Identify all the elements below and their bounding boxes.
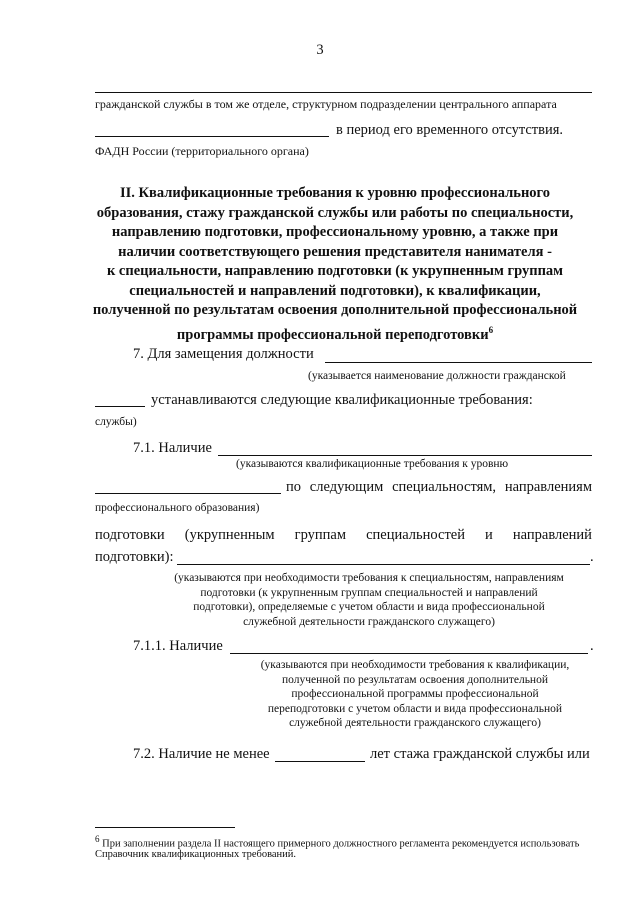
p72-tail: лет стажа гражданской службы или: [370, 746, 590, 762]
note-line: подготовки), определяемые с учетом области и вида профессиональной: [193, 601, 545, 613]
blank-line: [95, 406, 145, 407]
p7-hint-end: службы): [95, 416, 137, 428]
p711-label: 7.1.1. Наличие: [133, 638, 223, 654]
note-line: профессиональной программы профессиональной: [291, 688, 539, 700]
heading-line-text: программы профессиональной переподготовки: [176, 326, 489, 343]
p71-hint-2: профессионального образования): [95, 502, 260, 514]
note-line: служебной деятельности гражданского служащего): [289, 717, 541, 729]
p7-hint: (указывается наименование должности гражданской: [308, 370, 566, 382]
note-line: (указываются при необходимости требования к квалификации,: [260, 659, 570, 671]
blank-line: [275, 761, 365, 762]
footnote-separator: [95, 827, 235, 828]
word: подготовки: [95, 527, 165, 543]
period: .: [590, 638, 594, 654]
heading-line: II. Квалификационные требования к уровню профессионального: [119, 185, 551, 201]
word: группам: [294, 527, 347, 543]
note-line: (указываются при необходимости требования к специальностям, направлениям: [174, 572, 564, 584]
section-heading: [70, 184, 600, 345]
word: и: [485, 527, 493, 543]
p71-hint-1: (указываются квалификационные требования к уровню: [236, 458, 509, 470]
p7-label: 7. Для замещения должности: [133, 346, 314, 362]
word: (укрупненным: [184, 527, 275, 543]
heading-line: [70, 321, 600, 345]
blank-line: [95, 92, 592, 93]
intro-line-1: гражданской службы в том же отделе, структурном подразделении центрального аппарата: [95, 97, 557, 111]
footnote-line-2: Справочник квалификационных требований.: [95, 849, 297, 860]
footnote-mark: 6: [95, 834, 100, 844]
note-line: полученной по результатам освоения дополнительной: [281, 673, 548, 686]
word: специальностей: [366, 527, 465, 543]
note-line: переподготовки с учетом области и вида профессиональной: [267, 702, 563, 715]
intro-line-3: ФАДН России (территориального органа): [95, 144, 309, 158]
blank-line: [95, 136, 329, 137]
period: .: [590, 549, 594, 565]
heading-line: полученной по результатам освоения дополнительной профессиональной: [92, 302, 578, 318]
heading-line: направлению подготовки, профессиональному уровню, а также при: [111, 224, 559, 240]
p711-note: [230, 658, 600, 731]
note-line: служебной деятельности гражданского служащего): [243, 615, 495, 628]
heading-line: к специальности, направлению подготовки (к укрупненным группам: [106, 263, 564, 279]
page-number: 3: [316, 42, 324, 58]
p71-prep-label: подготовки):: [95, 549, 174, 565]
p71-cont: по следующим специальностям, направлениям: [286, 479, 592, 495]
word: направлений: [512, 527, 592, 543]
blank-line: [177, 564, 590, 565]
heading-line: образования, стажу гражданской службы или работы по специальности,: [96, 204, 574, 221]
heading-line: специальностей и направлений подготовки), к квалификации,: [129, 282, 541, 299]
footnote-text: При заполнении раздела II настоящего примерного должностного регламента рекомендуется использовать: [102, 838, 580, 850]
justified-line: [95, 527, 592, 544]
blank-line: [95, 493, 281, 494]
p72-label: 7.2. Наличие не менее: [133, 746, 270, 762]
intro-line-2: в период его временного отсутствия.: [336, 122, 564, 138]
footnote-ref: 6: [488, 324, 494, 335]
heading-line: наличии соответствующего решения представителя нанимателя -: [118, 243, 552, 260]
footnote-line-1: [95, 834, 579, 850]
blank-line: [325, 362, 592, 363]
blank-line: [218, 455, 592, 456]
note-line: подготовки (к укрупненным группам специальностей и направлений: [200, 586, 538, 599]
p71-label: 7.1. Наличие: [133, 440, 212, 456]
p7-cont: устанавливаются следующие квалификационные требования:: [151, 392, 533, 408]
blank-line: [230, 653, 588, 654]
p71-note: [140, 571, 598, 629]
